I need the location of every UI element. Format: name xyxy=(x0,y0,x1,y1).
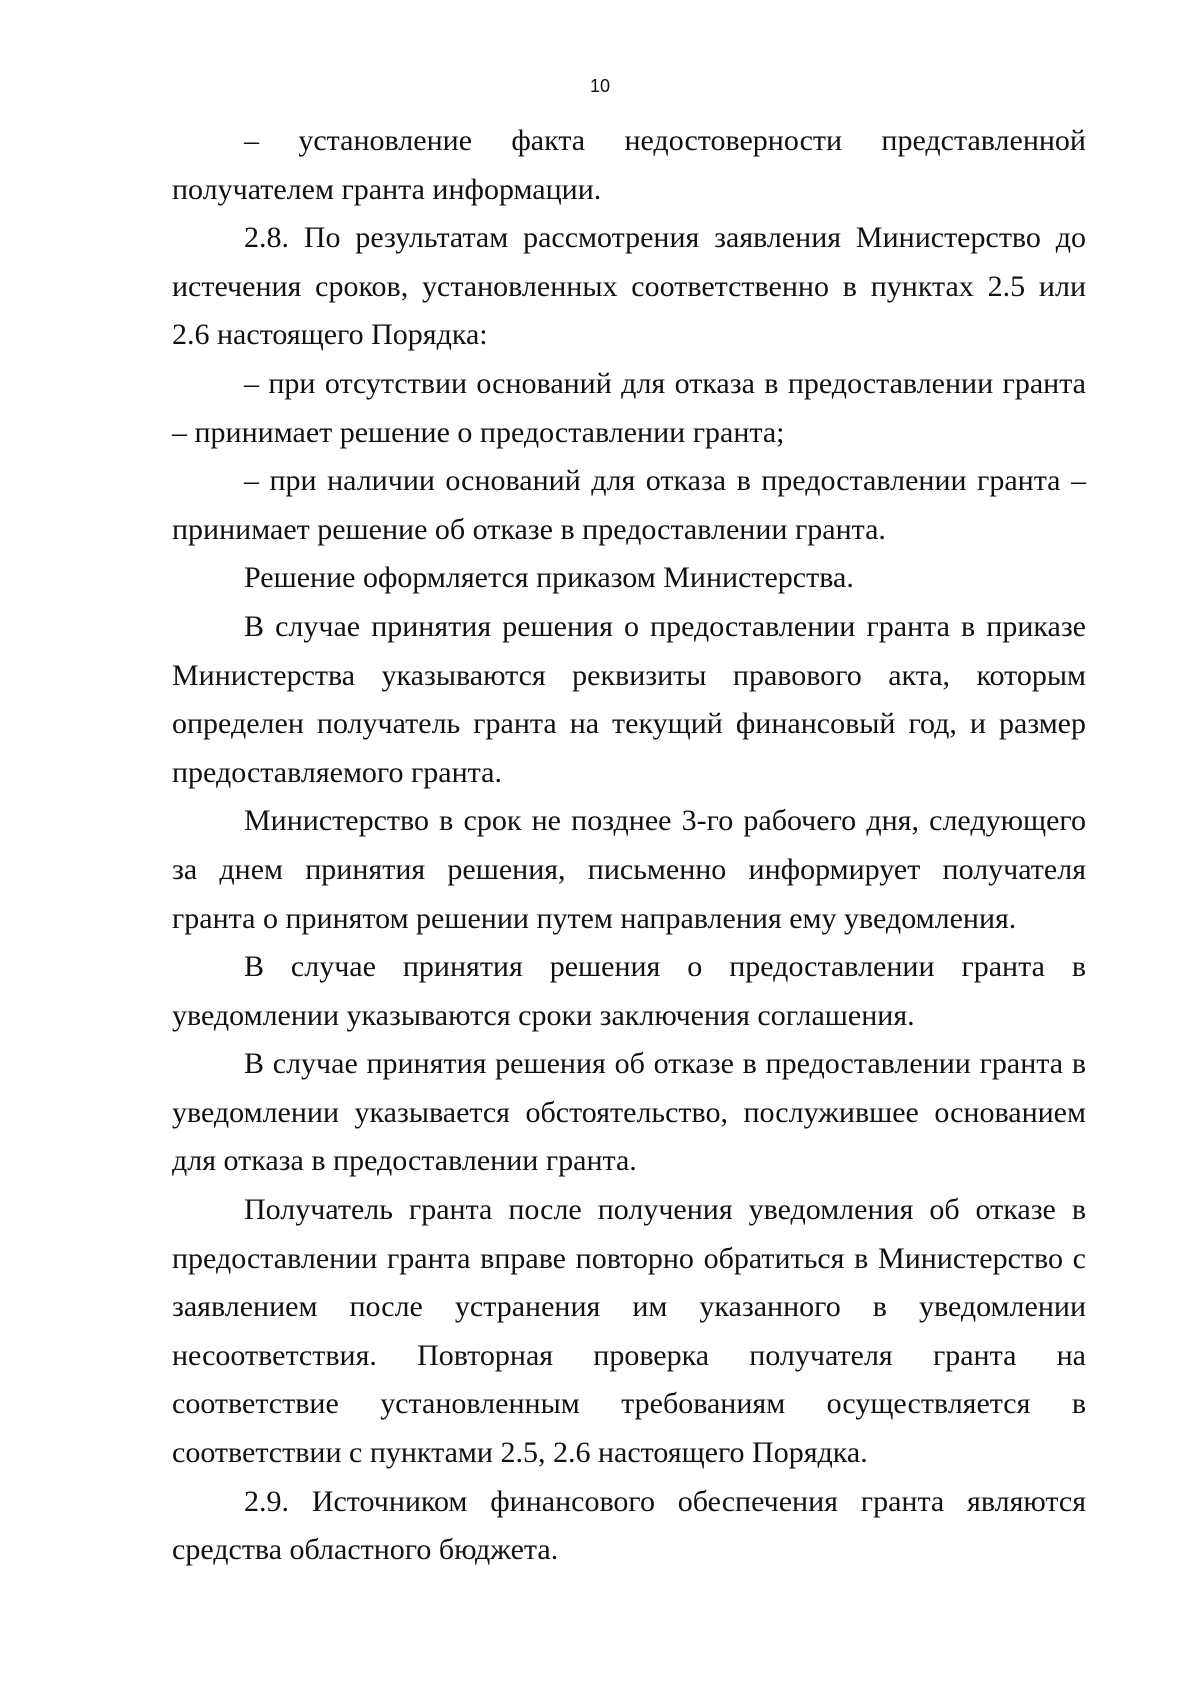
paragraph-invalid-info: – установление факта недостоверности представленной получателем гранта информации. xyxy=(172,124,1086,206)
paragraph-refusal-reason: В случае принятия решения об отказе в предоставлении гранта в уведомлении указывается обстоятельство, послужившее основанием для отказа в предоставлении гранта. xyxy=(172,1047,1086,1178)
paragraph-decision-order: Решение оформляется приказом Министерства. xyxy=(244,561,854,595)
paragraph-notification: Министерство в срок не позднее 3-го рабочего дня, следующего за днем принятия решения, письменно информирует получателя гранта о принятом решении путем направления ему уведомления. xyxy=(172,804,1086,935)
paragraph-grant-approval: – при отсутствии оснований для отказа в предоставлении гранта – принимает решение о предоставлении гранта; xyxy=(172,366,1086,449)
paragraph-order-details: В случае принятия решения о предоставлении гранта в приказе Министерства указываются реквизиты правового акта, которым определен получатель гранта на текущий финансовый год, и размер предоставляемого гранта. xyxy=(172,609,1086,789)
page-number: 10 xyxy=(589,76,611,96)
paragraph-2-9: 2.9. Источником финансового обеспечения гранта являются средства областного бюджета. xyxy=(172,1484,1086,1567)
document-body xyxy=(172,117,1086,1575)
paragraph-grant-refusal: – при наличии оснований для отказа в предоставлении гранта – принимает решение об отказе в предоставлении гранта. xyxy=(172,464,1086,546)
paragraph-reapplication: Получатель гранта после получения уведомления об отказе в предоставлении гранта вправе повторно обратиться в Министерство с заявлением после устранения им указанного в уведомлении несоответствия. Повторная проверка получателя гранта на соответствие установленным требованиям осуществляется в соответствии с пунктами 2.5, 2.6 настоящего Порядка. xyxy=(172,1193,1086,1470)
paragraph-2-8: 2.8. По результатам рассмотрения заявления Министерство до истечения сроков, установленных соответственно в пунктах 2.5 или 2.6 настоящего Порядка: xyxy=(172,221,1086,352)
paragraph-agreement-terms: В случае принятия решения о предоставлении гранта в уведомлении указываются сроки заключения соглашения. xyxy=(172,950,1086,1032)
